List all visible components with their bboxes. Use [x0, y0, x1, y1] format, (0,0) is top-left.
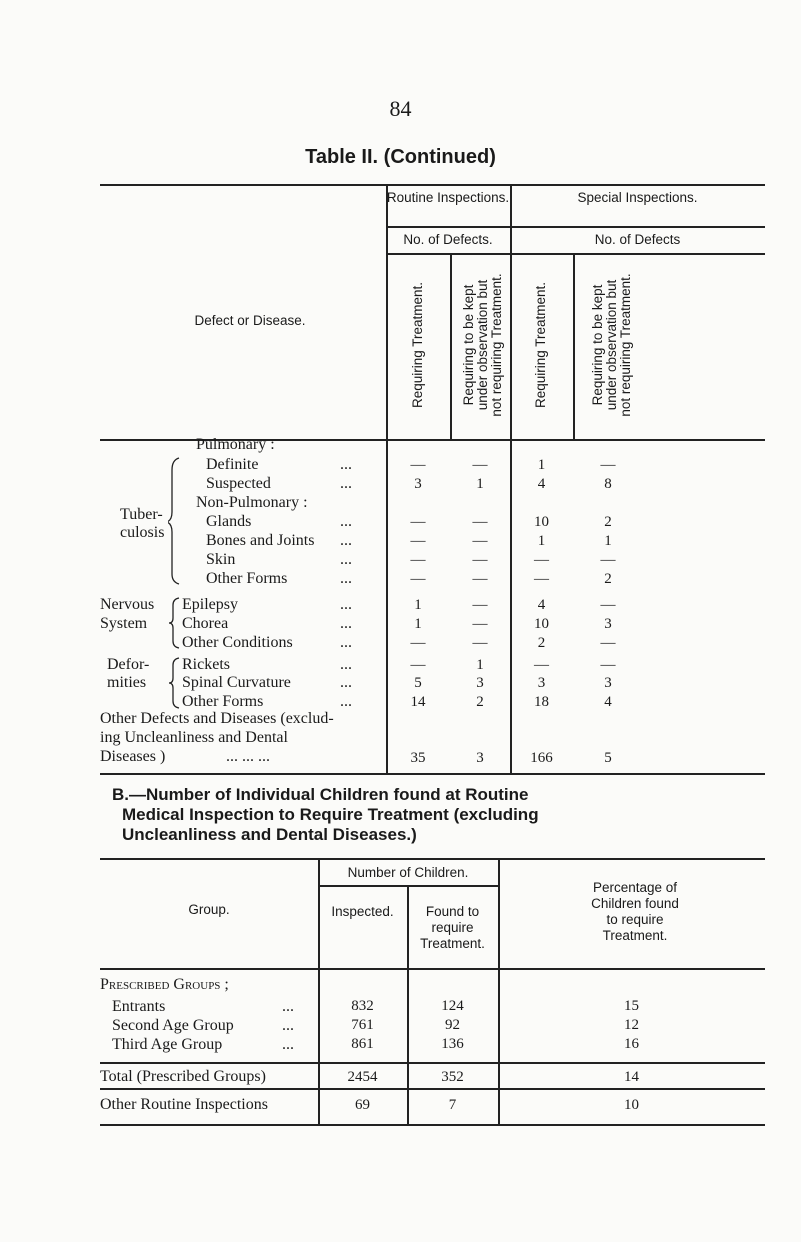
table-cell: 14: [410, 694, 426, 710]
deformities-group-label: Defor-: [107, 656, 150, 673]
table-cell: —: [472, 533, 488, 549]
other-defects-value: 35: [410, 750, 426, 766]
table-cell: 4: [537, 476, 546, 492]
row-label: Non-Pulmonary :: [196, 494, 308, 511]
table-title: Table II. (Continued): [305, 146, 496, 168]
table-top-rule: [100, 858, 765, 860]
table-cell: 1: [414, 616, 422, 632]
table-cell: 2: [476, 694, 484, 710]
routine-observation-header: Requiring to be kept under observation but not requiring Treatment.: [461, 273, 504, 417]
defect-column-header: Defect or Disease.: [194, 313, 306, 328]
prescribed-groups-label: Prescribed Groups ;: [100, 976, 229, 993]
number-of-children-header: Number of Children.: [347, 865, 469, 880]
routine-group-header: Routine Inspections.: [386, 190, 510, 205]
row-label: Other Forms: [206, 570, 288, 587]
tuberculosis-brace: [168, 456, 182, 586]
total-row-label: Total (Prescribed Groups): [100, 1068, 266, 1085]
group-row-label: Third Age Group: [112, 1036, 223, 1053]
table-cell: 10: [534, 514, 549, 530]
table-cell: 2: [604, 571, 612, 587]
table-cell: —: [534, 657, 549, 673]
table-cell: 18: [534, 694, 549, 710]
col-divider: [450, 253, 452, 439]
table-cell: 4: [537, 597, 546, 613]
found-cell: 136: [441, 1036, 464, 1052]
col-divider: [573, 253, 575, 439]
percentage-cell: 12: [624, 1017, 639, 1033]
table-cell: 3: [476, 675, 484, 691]
inspected-cell: 832: [351, 998, 374, 1014]
table-cell: —: [410, 571, 426, 587]
other-routine-label: Other Routine Inspections: [100, 1096, 268, 1113]
inspected-header: Inspected.: [331, 904, 394, 919]
table-bottom-rule: [100, 1124, 765, 1126]
nervous-group-label: Nervous: [100, 596, 155, 613]
row-leader-dots: ...: [340, 596, 352, 613]
table-cell: 1: [414, 597, 422, 613]
table-cell: —: [410, 552, 426, 568]
table-cell: —: [534, 552, 549, 568]
special-subheader: No. of Defects: [594, 232, 681, 247]
table-cell: —: [600, 457, 616, 473]
row-label: Skin: [206, 551, 236, 568]
special-requiring-treatment-header: Requiring Treatment.: [533, 281, 548, 409]
table-cell: 1: [604, 533, 612, 549]
row-label: Spinal Curvature: [182, 674, 291, 691]
other-defects-label: Other Defects and Diseases (exclud-: [100, 710, 334, 727]
table-cell: 2: [604, 514, 612, 530]
special-group-header: Special Inspections.: [577, 190, 698, 205]
table-cell: 3: [604, 675, 612, 691]
table-cell: —: [600, 597, 616, 613]
section-b-heading: B.—Number of Individual Children found at Routine Medical Inspection to Require Treatment (excluding Uncleanliness and Dental Diseases.): [112, 785, 539, 844]
row-rule: [100, 1088, 765, 1090]
found-cell: 124: [441, 998, 464, 1014]
table-cell: —: [600, 552, 616, 568]
other-defects-value: 166: [530, 750, 553, 766]
deformities-group-label: mities: [107, 674, 147, 691]
row-leader-dots: ...: [340, 674, 352, 691]
table-cell: —: [472, 597, 488, 613]
found-header: Found to require Treatment.: [420, 904, 485, 951]
subheader-rule: [386, 253, 765, 255]
total-inspected: 2454: [347, 1069, 378, 1085]
other-defects-dots: ... ... ...: [226, 748, 270, 765]
total-percentage: 14: [624, 1069, 639, 1085]
table-cell: 1: [537, 533, 546, 549]
row-leader-dots: ...: [340, 570, 352, 587]
row-label: Definite: [206, 456, 259, 473]
row-leader-dots: ...: [340, 634, 352, 651]
table-cell: 5: [414, 675, 422, 691]
routine-requiring-treatment-header: Requiring Treatment.: [410, 281, 425, 409]
found-cell: 92: [445, 1017, 460, 1033]
percentage-cell: 15: [624, 998, 639, 1014]
table-cell: 3: [604, 616, 612, 632]
table-cell: —: [534, 571, 549, 587]
table-cell: —: [410, 533, 426, 549]
table-cell: —: [410, 635, 426, 651]
tuberculosis-group-label: culosis: [120, 524, 165, 541]
table-cell: —: [410, 514, 426, 530]
table-cell: 3: [537, 675, 546, 691]
other-defects-label: Diseases ): [100, 748, 166, 765]
percentage-header: Percentage of Children found to require Treatment.: [591, 880, 679, 943]
table-cell: 2: [537, 635, 546, 651]
other-defects-value: 3: [476, 750, 484, 766]
row-label: Glands: [206, 513, 252, 530]
row-leader-dots: ...: [340, 475, 352, 492]
group-column-header: Group.: [188, 902, 230, 917]
other-found: 7: [448, 1097, 457, 1113]
row-label: Rickets: [182, 656, 230, 673]
table-cell: 8: [604, 476, 612, 492]
row-rule: [100, 1062, 765, 1064]
table-bottom-rule: [100, 773, 765, 775]
row-leader-dots: ...: [282, 1017, 294, 1034]
table-cell: 3: [414, 476, 422, 492]
row-label: Epilepsy: [182, 596, 238, 613]
row-leader-dots: ...: [340, 615, 352, 632]
table-cell: —: [410, 457, 426, 473]
table-cell: —: [472, 552, 488, 568]
table-cell: —: [472, 514, 488, 530]
table-cell: —: [472, 571, 488, 587]
table-cell: —: [472, 635, 488, 651]
table-cell: 10: [534, 616, 549, 632]
inspected-cell: 761: [351, 1017, 374, 1033]
header-bottom-rule: [100, 968, 765, 970]
table-cell: 4: [604, 694, 612, 710]
inspected-cell: 861: [351, 1036, 374, 1052]
row-label: Other Conditions: [182, 634, 293, 651]
row-label: Pulmonary :: [196, 436, 275, 453]
table-cell: 1: [537, 457, 546, 473]
total-found: 352: [441, 1069, 464, 1085]
tuberculosis-group-label: Tuber-: [120, 506, 163, 523]
row-leader-dots: ...: [340, 513, 352, 530]
row-leader-dots: ...: [340, 656, 352, 673]
table-cell: —: [600, 657, 616, 673]
row-label: Other Forms: [182, 693, 264, 710]
row-label: Suspected: [206, 475, 271, 492]
row-leader-dots: ...: [340, 551, 352, 568]
other-percentage: 10: [624, 1097, 639, 1113]
other-defects-value: 5: [604, 750, 612, 766]
percentage-cell: 16: [624, 1036, 639, 1052]
row-leader-dots: ...: [340, 693, 352, 710]
group-header-rule: [386, 226, 765, 228]
table-cell: —: [472, 457, 488, 473]
page-number: 84: [389, 96, 412, 121]
deformities-brace: [168, 656, 182, 710]
group-row-label: Second Age Group: [112, 1017, 234, 1034]
row-leader-dots: ...: [340, 456, 352, 473]
table-cell: —: [472, 616, 488, 632]
special-observation-header: Requiring to be kept under observation but not requiring Treatment.: [590, 273, 633, 417]
nervous-group-label: System: [100, 615, 148, 632]
table-top-rule: [100, 184, 765, 186]
row-label: Bones and Joints: [206, 532, 315, 549]
row-leader-dots: ...: [282, 1036, 294, 1053]
table-cell: 1: [476, 476, 484, 492]
table-cell: 1: [476, 657, 484, 673]
row-leader-dots: ...: [340, 532, 352, 549]
other-inspected: 69: [355, 1097, 370, 1113]
row-label: Chorea: [182, 615, 229, 632]
nervous-brace: [168, 596, 182, 650]
routine-subheader: No. of Defects.: [403, 232, 493, 247]
group-row-label: Entrants: [112, 998, 166, 1015]
other-defects-label: ing Uncleanliness and Dental: [100, 729, 288, 746]
table-cell: —: [600, 635, 616, 651]
row-leader-dots: ...: [282, 998, 294, 1015]
table-cell: —: [410, 657, 426, 673]
